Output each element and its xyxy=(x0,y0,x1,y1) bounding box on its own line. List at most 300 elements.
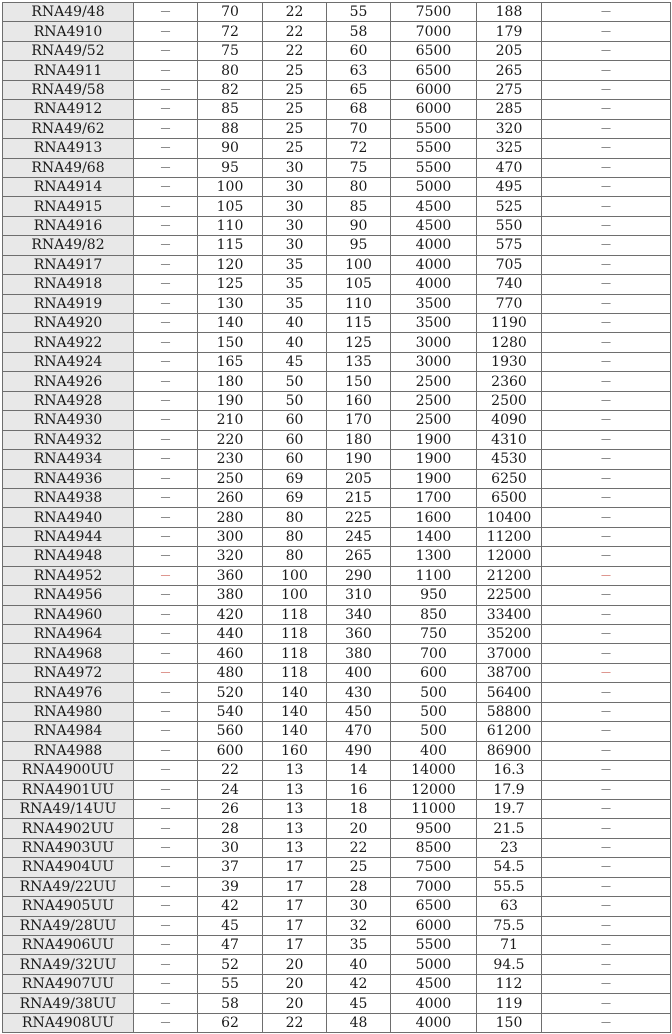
col6-value-cell: 94.5 xyxy=(477,955,542,974)
col7-dash-cell: － xyxy=(542,799,671,818)
model-cell: RNA49/14UU xyxy=(3,799,134,818)
col7-dash-cell: － xyxy=(542,994,671,1013)
col1-dash-cell: － xyxy=(134,547,198,566)
model-cell: RNA4902UU xyxy=(3,819,134,838)
col5-value-cell: 3000 xyxy=(391,352,477,371)
table-row xyxy=(3,819,671,838)
col7-dash-cell: － xyxy=(542,974,671,993)
col3-value-cell: 50 xyxy=(263,391,327,410)
col3-value-cell: 35 xyxy=(263,294,327,313)
col6-value-cell: 2360 xyxy=(477,372,542,391)
table-row xyxy=(3,780,671,799)
col4-value-cell: 450 xyxy=(327,702,391,721)
col3-value-cell: 17 xyxy=(263,877,327,896)
col2-value-cell: 105 xyxy=(198,197,263,216)
table-row xyxy=(3,411,671,430)
model-cell: RNA49/32UU xyxy=(3,955,134,974)
table-row xyxy=(3,100,671,119)
col5-value-cell: 6500 xyxy=(391,897,477,916)
model-cell: RNA4964 xyxy=(3,625,134,644)
col1-dash-cell: － xyxy=(134,1013,198,1032)
col6-value-cell: 75.5 xyxy=(477,916,542,935)
col4-value-cell: 42 xyxy=(327,974,391,993)
col3-value-cell: 20 xyxy=(263,955,327,974)
col7-dash-cell: － xyxy=(542,547,671,566)
col1-dash-cell: － xyxy=(134,780,198,799)
col2-value-cell: 600 xyxy=(198,741,263,760)
col1-dash-cell: － xyxy=(134,936,198,955)
col4-value-cell: 190 xyxy=(327,450,391,469)
table-row xyxy=(3,683,671,702)
col1-dash-cell: － xyxy=(134,216,198,235)
table-row xyxy=(3,566,671,585)
model-cell: RNA4984 xyxy=(3,722,134,741)
col7-dash-cell: － xyxy=(542,469,671,488)
table-row xyxy=(3,799,671,818)
col2-value-cell: 320 xyxy=(198,547,263,566)
table-row xyxy=(3,3,671,22)
col4-value-cell: 22 xyxy=(327,838,391,857)
col2-value-cell: 420 xyxy=(198,605,263,624)
table-row xyxy=(3,858,671,877)
col2-value-cell: 47 xyxy=(198,936,263,955)
col5-value-cell: 9500 xyxy=(391,819,477,838)
col5-value-cell: 4000 xyxy=(391,236,477,255)
model-cell: RNA4934 xyxy=(3,450,134,469)
model-cell: RNA49/22UU xyxy=(3,877,134,896)
col3-value-cell: 17 xyxy=(263,858,327,877)
col7-dash-cell: － xyxy=(542,352,671,371)
col7-dash-cell: － xyxy=(542,80,671,99)
col3-value-cell: 13 xyxy=(263,780,327,799)
col4-value-cell: 90 xyxy=(327,216,391,235)
table-body xyxy=(3,3,671,1033)
col5-value-cell: 5500 xyxy=(391,119,477,138)
col6-value-cell: 56400 xyxy=(477,683,542,702)
col1-dash-cell: － xyxy=(134,877,198,896)
model-cell: RNA49/38UU xyxy=(3,994,134,1013)
col4-value-cell: 360 xyxy=(327,625,391,644)
col1-dash-cell: － xyxy=(134,294,198,313)
model-cell: RNA4919 xyxy=(3,294,134,313)
col5-value-cell: 5000 xyxy=(391,955,477,974)
col4-value-cell: 20 xyxy=(327,819,391,838)
col4-value-cell: 225 xyxy=(327,508,391,527)
col3-value-cell: 40 xyxy=(263,333,327,352)
col7-dash-cell: － xyxy=(542,527,671,546)
col2-value-cell: 70 xyxy=(198,3,263,22)
col3-value-cell: 160 xyxy=(263,741,327,760)
col3-value-cell: 140 xyxy=(263,683,327,702)
col2-value-cell: 85 xyxy=(198,100,263,119)
col7-dash-cell: － xyxy=(542,644,671,663)
col7-dash-cell: － xyxy=(542,333,671,352)
model-cell: RNA4924 xyxy=(3,352,134,371)
col6-value-cell: 37000 xyxy=(477,644,542,663)
table-row xyxy=(3,391,671,410)
col4-value-cell: 110 xyxy=(327,294,391,313)
col1-dash-cell: － xyxy=(134,22,198,41)
col6-value-cell: 23 xyxy=(477,838,542,857)
col6-value-cell: 495 xyxy=(477,177,542,196)
col7-dash-cell: － xyxy=(542,177,671,196)
col7-dash-cell: － xyxy=(542,119,671,138)
col5-value-cell: 1600 xyxy=(391,508,477,527)
table-row xyxy=(3,372,671,391)
table-row xyxy=(3,877,671,896)
table-row xyxy=(3,1013,671,1032)
col6-value-cell: 2500 xyxy=(477,391,542,410)
col4-value-cell: 125 xyxy=(327,333,391,352)
col1-dash-cell: － xyxy=(134,605,198,624)
col5-value-cell: 950 xyxy=(391,586,477,605)
col5-value-cell: 3500 xyxy=(391,314,477,333)
table-row xyxy=(3,430,671,449)
model-cell: RNA4926 xyxy=(3,372,134,391)
col3-value-cell: 22 xyxy=(263,3,327,22)
col3-value-cell: 13 xyxy=(263,838,327,857)
col5-value-cell: 850 xyxy=(391,605,477,624)
col7-dash-cell: － xyxy=(542,216,671,235)
col2-value-cell: 210 xyxy=(198,411,263,430)
col5-value-cell: 1900 xyxy=(391,430,477,449)
model-cell: RNA4948 xyxy=(3,547,134,566)
col5-value-cell: 14000 xyxy=(391,761,477,780)
col5-value-cell: 5500 xyxy=(391,158,477,177)
col2-value-cell: 250 xyxy=(198,469,263,488)
col1-dash-cell: － xyxy=(134,586,198,605)
col1-dash-cell: － xyxy=(134,897,198,916)
col1-dash-cell: － xyxy=(134,974,198,993)
col6-value-cell: 71 xyxy=(477,936,542,955)
col4-value-cell: 470 xyxy=(327,722,391,741)
col4-value-cell: 63 xyxy=(327,61,391,80)
col5-value-cell: 3500 xyxy=(391,294,477,313)
table-row xyxy=(3,761,671,780)
col7-dash-cell: － xyxy=(542,858,671,877)
table-row xyxy=(3,547,671,566)
col4-value-cell: 215 xyxy=(327,488,391,507)
col6-value-cell: 4090 xyxy=(477,411,542,430)
model-cell: RNA4938 xyxy=(3,488,134,507)
col3-value-cell: 30 xyxy=(263,216,327,235)
col2-value-cell: 88 xyxy=(198,119,263,138)
col1-dash-cell: － xyxy=(134,61,198,80)
col2-value-cell: 115 xyxy=(198,236,263,255)
table-row xyxy=(3,488,671,507)
col6-value-cell: 325 xyxy=(477,139,542,158)
col5-value-cell: 400 xyxy=(391,741,477,760)
col4-value-cell: 30 xyxy=(327,897,391,916)
table-row xyxy=(3,586,671,605)
col6-value-cell: 705 xyxy=(477,255,542,274)
col1-dash-cell: － xyxy=(134,197,198,216)
col4-value-cell: 400 xyxy=(327,663,391,682)
col4-value-cell: 72 xyxy=(327,139,391,158)
table-row xyxy=(3,644,671,663)
col2-value-cell: 230 xyxy=(198,450,263,469)
col7-dash-cell: － xyxy=(542,372,671,391)
col3-value-cell: 140 xyxy=(263,702,327,721)
col7-dash-cell: － xyxy=(542,936,671,955)
col3-value-cell: 60 xyxy=(263,450,327,469)
model-cell: RNA4956 xyxy=(3,586,134,605)
col2-value-cell: 360 xyxy=(198,566,263,585)
col5-value-cell: 4500 xyxy=(391,974,477,993)
col2-value-cell: 380 xyxy=(198,586,263,605)
col1-dash-cell: － xyxy=(134,411,198,430)
model-cell: RNA49/58 xyxy=(3,80,134,99)
col6-value-cell: 63 xyxy=(477,897,542,916)
col5-value-cell: 3000 xyxy=(391,333,477,352)
col7-dash-cell: － xyxy=(542,1013,671,1032)
col5-value-cell: 700 xyxy=(391,644,477,663)
col7-dash-cell: － xyxy=(542,819,671,838)
col4-value-cell: 70 xyxy=(327,119,391,138)
col4-value-cell: 205 xyxy=(327,469,391,488)
model-cell: RNA4914 xyxy=(3,177,134,196)
col1-dash-cell: － xyxy=(134,566,198,585)
model-cell: RNA4913 xyxy=(3,139,134,158)
col6-value-cell: 22500 xyxy=(477,586,542,605)
bearing-spec-table-container xyxy=(2,2,670,1033)
model-cell: RNA4916 xyxy=(3,216,134,235)
col5-value-cell: 5500 xyxy=(391,139,477,158)
col6-value-cell: 4310 xyxy=(477,430,542,449)
col5-value-cell: 2500 xyxy=(391,372,477,391)
col2-value-cell: 110 xyxy=(198,216,263,235)
col1-dash-cell: － xyxy=(134,527,198,546)
col5-value-cell: 5000 xyxy=(391,177,477,196)
col2-value-cell: 460 xyxy=(198,644,263,663)
table-row xyxy=(3,994,671,1013)
col3-value-cell: 40 xyxy=(263,314,327,333)
model-cell: RNA4903UU xyxy=(3,838,134,857)
col6-value-cell: 150 xyxy=(477,1013,542,1032)
col1-dash-cell: － xyxy=(134,761,198,780)
col1-dash-cell: － xyxy=(134,275,198,294)
col7-dash-cell: － xyxy=(542,916,671,935)
col7-dash-cell: － xyxy=(542,488,671,507)
col1-dash-cell: － xyxy=(134,139,198,158)
col1-dash-cell: － xyxy=(134,683,198,702)
col5-value-cell: 4500 xyxy=(391,197,477,216)
col5-value-cell: 7000 xyxy=(391,22,477,41)
table-row xyxy=(3,974,671,993)
col4-value-cell: 75 xyxy=(327,158,391,177)
col2-value-cell: 90 xyxy=(198,139,263,158)
col2-value-cell: 42 xyxy=(198,897,263,916)
col7-dash-cell: － xyxy=(542,411,671,430)
col7-dash-cell: － xyxy=(542,625,671,644)
col7-dash-cell: － xyxy=(542,702,671,721)
table-row xyxy=(3,527,671,546)
col5-value-cell: 8500 xyxy=(391,838,477,857)
col7-dash-cell: － xyxy=(542,22,671,41)
table-row xyxy=(3,236,671,255)
col6-value-cell: 275 xyxy=(477,80,542,99)
col5-value-cell: 7500 xyxy=(391,3,477,22)
col2-value-cell: 45 xyxy=(198,916,263,935)
col7-dash-cell: － xyxy=(542,838,671,857)
table-row xyxy=(3,722,671,741)
col5-value-cell: 4000 xyxy=(391,994,477,1013)
col7-dash-cell: － xyxy=(542,391,671,410)
col2-value-cell: 560 xyxy=(198,722,263,741)
col7-dash-cell: － xyxy=(542,100,671,119)
col2-value-cell: 165 xyxy=(198,352,263,371)
col7-dash-cell: － xyxy=(542,3,671,22)
model-cell: RNA4900UU xyxy=(3,761,134,780)
col4-value-cell: 80 xyxy=(327,177,391,196)
col3-value-cell: 22 xyxy=(263,41,327,60)
col5-value-cell: 500 xyxy=(391,702,477,721)
col3-value-cell: 69 xyxy=(263,488,327,507)
model-cell: RNA49/52 xyxy=(3,41,134,60)
col7-dash-cell: － xyxy=(542,61,671,80)
col4-value-cell: 135 xyxy=(327,352,391,371)
col2-value-cell: 100 xyxy=(198,177,263,196)
col5-value-cell: 500 xyxy=(391,722,477,741)
table-row xyxy=(3,158,671,177)
col3-value-cell: 25 xyxy=(263,139,327,158)
col7-dash-cell: － xyxy=(542,294,671,313)
col6-value-cell: 112 xyxy=(477,974,542,993)
col6-value-cell: 4530 xyxy=(477,450,542,469)
col5-value-cell: 4000 xyxy=(391,275,477,294)
col4-value-cell: 115 xyxy=(327,314,391,333)
table-row xyxy=(3,508,671,527)
model-cell: RNA4944 xyxy=(3,527,134,546)
col6-value-cell: 21200 xyxy=(477,566,542,585)
col1-dash-cell: － xyxy=(134,100,198,119)
col2-value-cell: 280 xyxy=(198,508,263,527)
col1-dash-cell: － xyxy=(134,819,198,838)
table-row xyxy=(3,216,671,235)
col7-dash-cell: － xyxy=(542,663,671,682)
col4-value-cell: 95 xyxy=(327,236,391,255)
col5-value-cell: 7500 xyxy=(391,858,477,877)
model-cell: RNA4906UU xyxy=(3,936,134,955)
col5-value-cell: 500 xyxy=(391,683,477,702)
table-row xyxy=(3,22,671,41)
col3-value-cell: 20 xyxy=(263,974,327,993)
col2-value-cell: 37 xyxy=(198,858,263,877)
col3-value-cell: 30 xyxy=(263,158,327,177)
model-cell: RNA4940 xyxy=(3,508,134,527)
col3-value-cell: 35 xyxy=(263,255,327,274)
col1-dash-cell: － xyxy=(134,741,198,760)
table-row xyxy=(3,41,671,60)
col5-value-cell: 750 xyxy=(391,625,477,644)
col7-dash-cell: － xyxy=(542,275,671,294)
col4-value-cell: 28 xyxy=(327,877,391,896)
col4-value-cell: 380 xyxy=(327,644,391,663)
col5-value-cell: 1100 xyxy=(391,566,477,585)
col3-value-cell: 140 xyxy=(263,722,327,741)
table-row xyxy=(3,119,671,138)
col1-dash-cell: － xyxy=(134,722,198,741)
col3-value-cell: 118 xyxy=(263,625,327,644)
col1-dash-cell: － xyxy=(134,352,198,371)
model-cell: RNA4912 xyxy=(3,100,134,119)
col6-value-cell: 58800 xyxy=(477,702,542,721)
col2-value-cell: 82 xyxy=(198,80,263,99)
model-cell: RNA4928 xyxy=(3,391,134,410)
col4-value-cell: 430 xyxy=(327,683,391,702)
col1-dash-cell: － xyxy=(134,955,198,974)
col4-value-cell: 170 xyxy=(327,411,391,430)
col7-dash-cell: － xyxy=(542,508,671,527)
col3-value-cell: 13 xyxy=(263,799,327,818)
col1-dash-cell: － xyxy=(134,799,198,818)
model-cell: RNA4910 xyxy=(3,22,134,41)
table-row xyxy=(3,450,671,469)
col2-value-cell: 220 xyxy=(198,430,263,449)
col6-value-cell: 16.3 xyxy=(477,761,542,780)
col6-value-cell: 179 xyxy=(477,22,542,41)
model-cell: RNA4932 xyxy=(3,430,134,449)
col3-value-cell: 118 xyxy=(263,663,327,682)
col2-value-cell: 440 xyxy=(198,625,263,644)
model-cell: RNA4930 xyxy=(3,411,134,430)
col2-value-cell: 150 xyxy=(198,333,263,352)
col6-value-cell: 21.5 xyxy=(477,819,542,838)
col7-dash-cell: － xyxy=(542,139,671,158)
table-row xyxy=(3,663,671,682)
col2-value-cell: 130 xyxy=(198,294,263,313)
col3-value-cell: 25 xyxy=(263,61,327,80)
col4-value-cell: 290 xyxy=(327,566,391,585)
col5-value-cell: 2500 xyxy=(391,411,477,430)
col6-value-cell: 19.7 xyxy=(477,799,542,818)
col2-value-cell: 30 xyxy=(198,838,263,857)
model-cell: RNA49/48 xyxy=(3,3,134,22)
col1-dash-cell: － xyxy=(134,3,198,22)
table-row xyxy=(3,294,671,313)
col1-dash-cell: － xyxy=(134,430,198,449)
table-row xyxy=(3,139,671,158)
col2-value-cell: 300 xyxy=(198,527,263,546)
model-cell: RNA4952 xyxy=(3,566,134,585)
col4-value-cell: 490 xyxy=(327,741,391,760)
table-row xyxy=(3,469,671,488)
table-row xyxy=(3,255,671,274)
col2-value-cell: 22 xyxy=(198,761,263,780)
col3-value-cell: 80 xyxy=(263,527,327,546)
col6-value-cell: 33400 xyxy=(477,605,542,624)
table-row xyxy=(3,61,671,80)
col7-dash-cell: － xyxy=(542,897,671,916)
col6-value-cell: 11200 xyxy=(477,527,542,546)
col3-value-cell: 50 xyxy=(263,372,327,391)
table-row xyxy=(3,352,671,371)
col5-value-cell: 6000 xyxy=(391,100,477,119)
col4-value-cell: 85 xyxy=(327,197,391,216)
col6-value-cell: 1280 xyxy=(477,333,542,352)
col6-value-cell: 35200 xyxy=(477,625,542,644)
col1-dash-cell: － xyxy=(134,663,198,682)
col4-value-cell: 60 xyxy=(327,41,391,60)
table-row xyxy=(3,936,671,955)
col4-value-cell: 265 xyxy=(327,547,391,566)
col3-value-cell: 17 xyxy=(263,916,327,935)
col2-value-cell: 520 xyxy=(198,683,263,702)
col7-dash-cell: － xyxy=(542,430,671,449)
col4-value-cell: 105 xyxy=(327,275,391,294)
col5-value-cell: 4500 xyxy=(391,216,477,235)
col7-dash-cell: － xyxy=(542,877,671,896)
